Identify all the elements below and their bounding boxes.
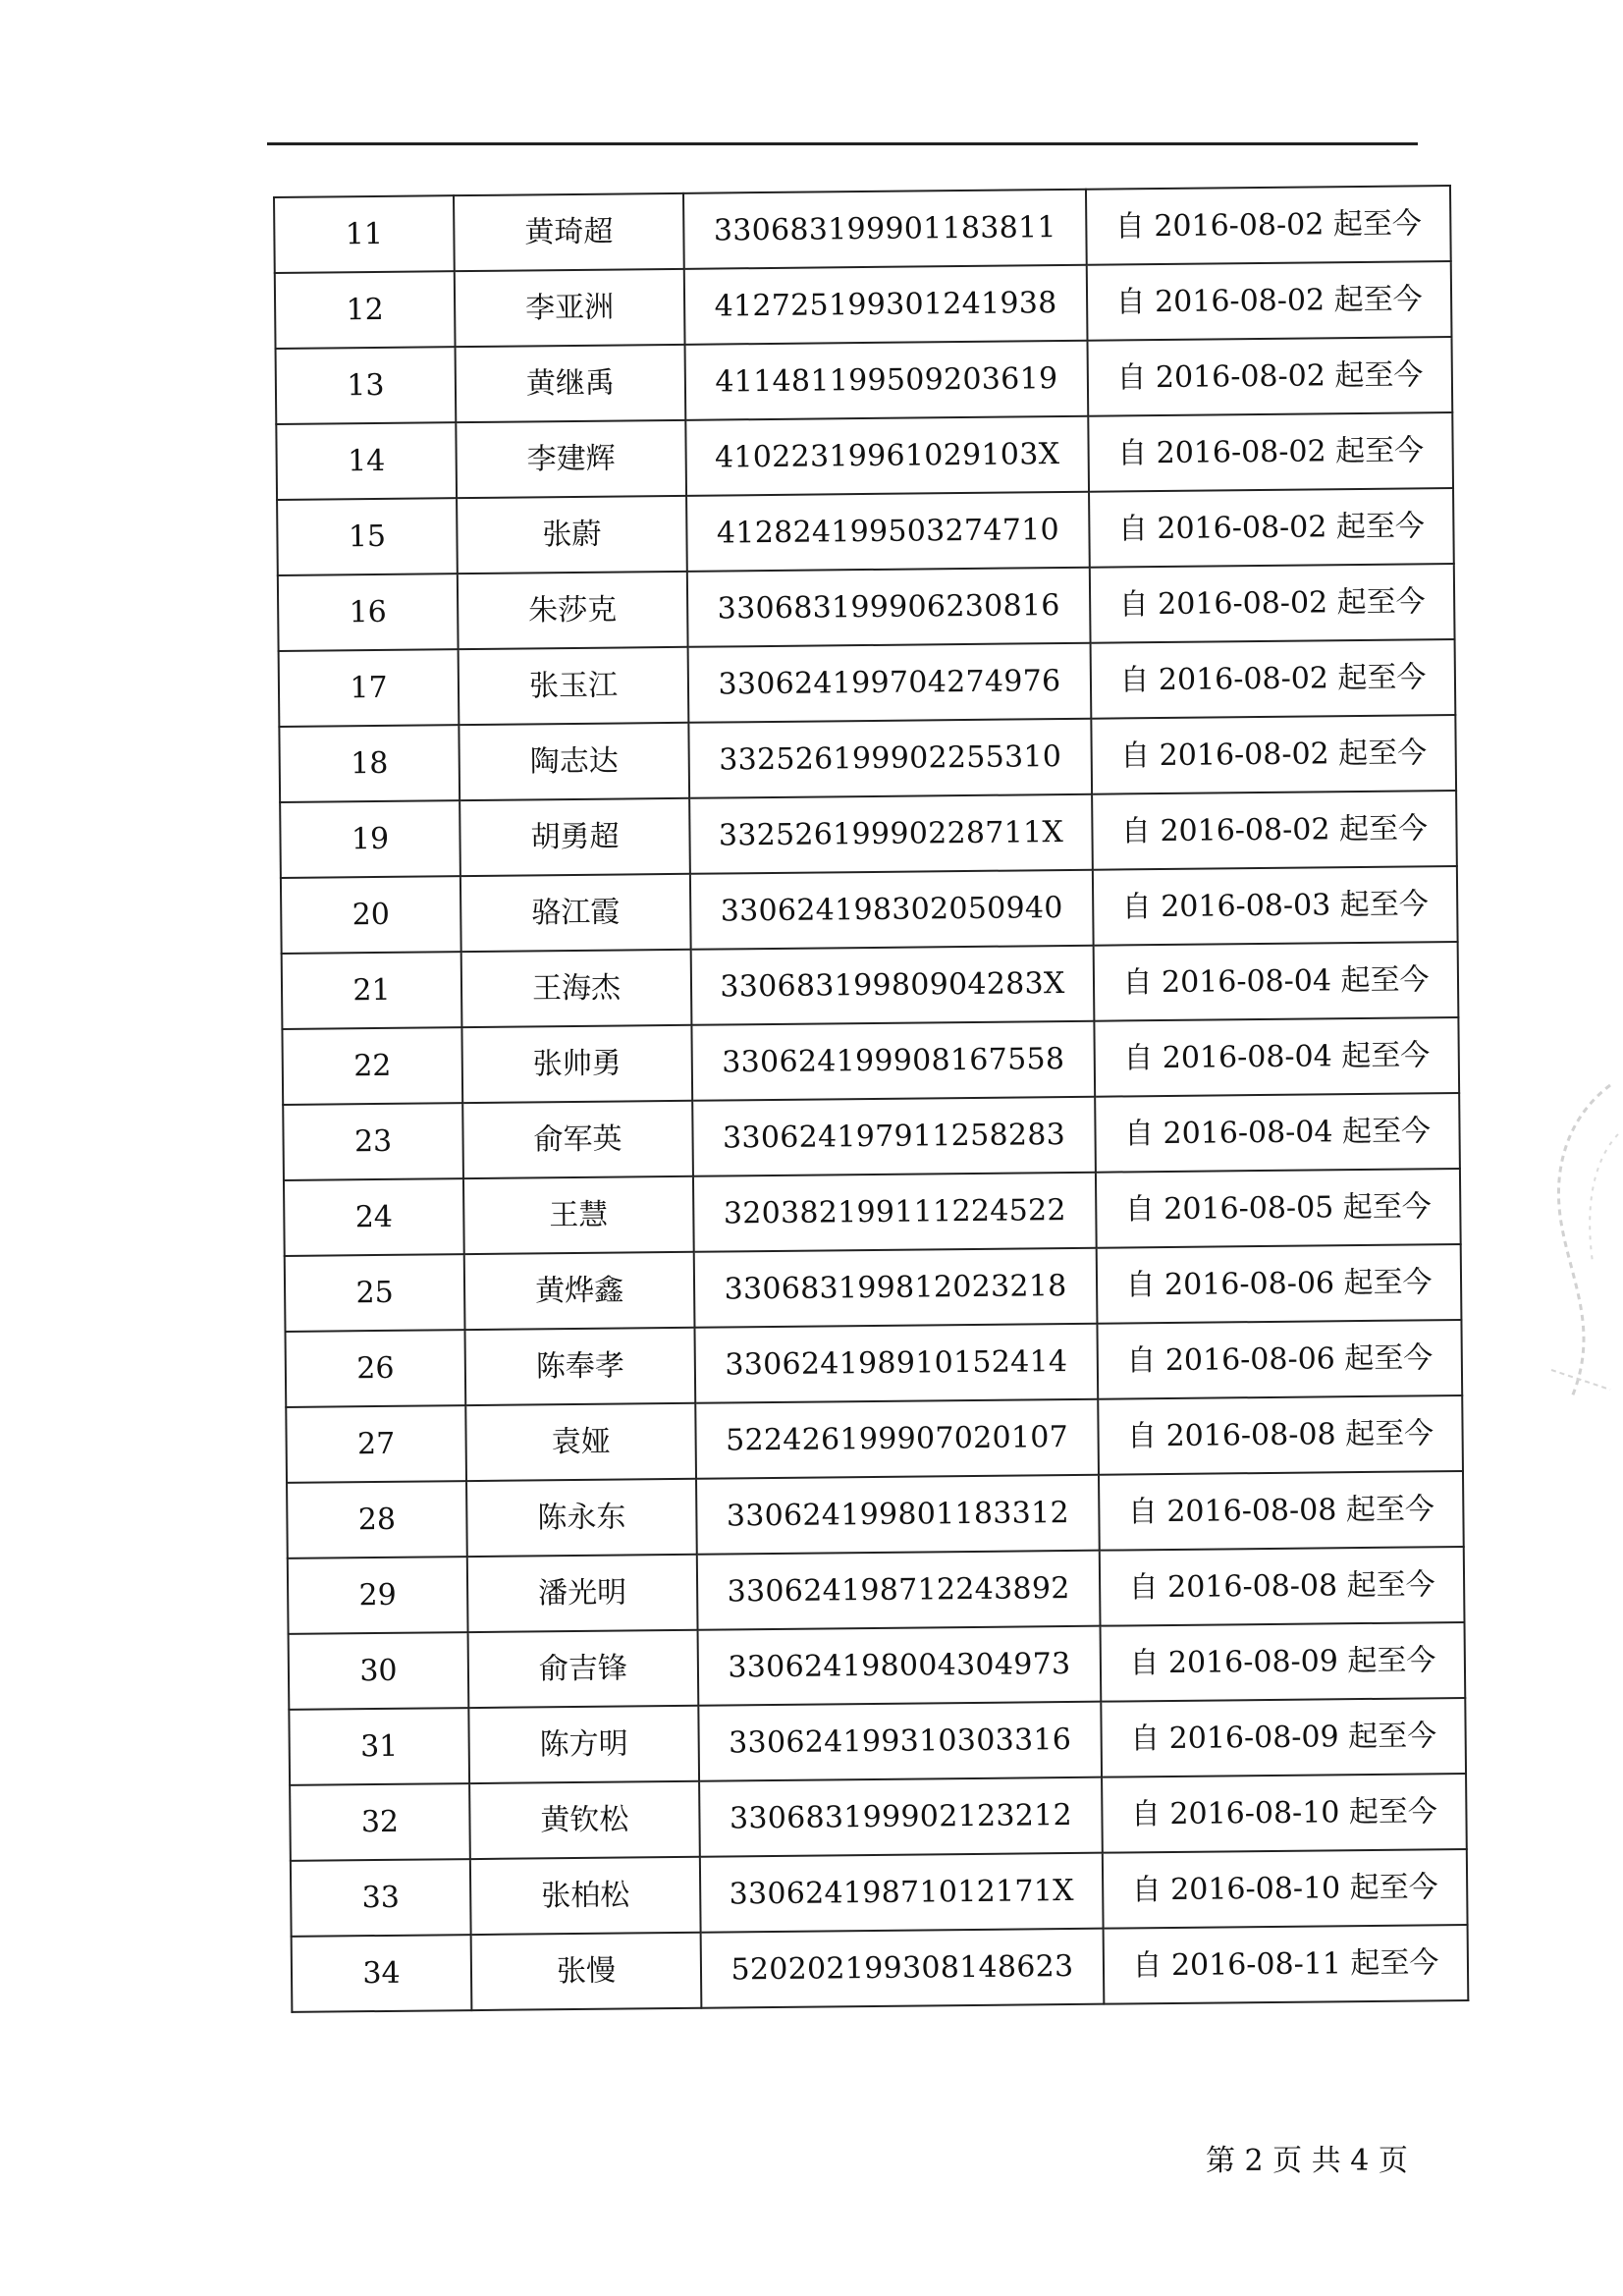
person-name: 陈方明: [468, 1706, 699, 1783]
employment-period: 自 2016-08-09 起至今: [1101, 1698, 1466, 1777]
person-name: 朱莎克: [458, 572, 688, 649]
employment-period: 自 2016-08-02 起至今: [1088, 412, 1453, 492]
row-number: 32: [290, 1783, 470, 1861]
person-name: 黄烨鑫: [464, 1252, 695, 1330]
header-rule: [267, 142, 1418, 145]
id-number: 412725199301241938: [684, 265, 1088, 345]
roster-table: [273, 185, 1469, 2013]
row-number: 12: [275, 271, 456, 349]
employment-period: 自 2016-08-02 起至今: [1086, 186, 1451, 265]
employment-period: 自 2016-08-06 起至今: [1097, 1244, 1462, 1324]
id-number: 330624199801183312: [696, 1475, 1100, 1555]
table-row: [281, 866, 1458, 954]
id-number: 330624197911258283: [692, 1097, 1096, 1176]
row-number: 22: [282, 1027, 462, 1105]
id-number: 330624198712243892: [697, 1551, 1101, 1630]
row-number: 11: [274, 195, 455, 273]
person-name: 黄钦松: [469, 1781, 700, 1859]
row-number: 18: [279, 725, 460, 802]
person-name: 胡勇超: [460, 798, 690, 876]
employment-period: 自 2016-08-11 起至今: [1104, 1925, 1469, 2004]
table-row: [276, 337, 1453, 424]
employment-period: 自 2016-08-08 起至今: [1099, 1471, 1464, 1551]
person-name: 张柏松: [470, 1857, 701, 1935]
person-name: 袁娅: [465, 1403, 696, 1481]
row-number: 16: [278, 574, 459, 651]
id-number: 320382199111224522: [693, 1173, 1097, 1252]
table-row: [274, 186, 1451, 273]
id-number: 522426199907020107: [695, 1399, 1099, 1479]
id-number: 330683199901183811: [683, 190, 1087, 269]
row-number: 33: [291, 1859, 471, 1937]
person-name: 张蔚: [457, 496, 687, 574]
id-number: 33068319980904283X: [691, 946, 1095, 1025]
row-number: 26: [286, 1330, 466, 1407]
row-number: 14: [276, 422, 457, 500]
id-number: 520202199308148623: [701, 1929, 1105, 2008]
table-row: [278, 564, 1455, 651]
person-name: 黄琦超: [454, 193, 684, 271]
id-number: 411481199509203619: [685, 341, 1089, 420]
row-number: 34: [292, 1935, 472, 2012]
employment-period: 自 2016-08-08 起至今: [1098, 1395, 1463, 1475]
row-number: 15: [277, 498, 458, 575]
person-name: 王海杰: [461, 950, 692, 1027]
table-row: [279, 639, 1456, 727]
employment-period: 自 2016-08-02 起至今: [1089, 488, 1454, 568]
table-row: [282, 1017, 1459, 1105]
person-name: 陈奉孝: [464, 1328, 695, 1405]
id-number: 330624198910152414: [694, 1324, 1098, 1403]
row-number: 30: [289, 1632, 469, 1710]
table-row: [286, 1320, 1463, 1407]
table-row: [280, 791, 1457, 878]
employment-period: 自 2016-08-02 起至今: [1090, 564, 1455, 643]
table-row: [284, 1169, 1461, 1256]
row-number: 25: [285, 1254, 465, 1332]
id-number: 330624199908167558: [691, 1021, 1095, 1101]
person-name: 俞军英: [462, 1101, 693, 1178]
person-name: 骆江霞: [460, 874, 691, 952]
table-row: [285, 1244, 1462, 1332]
employment-period: 自 2016-08-02 起至今: [1087, 261, 1452, 341]
id-number: 330683199812023218: [694, 1248, 1098, 1328]
table-row: [290, 1774, 1467, 1861]
person-name: 张玉江: [459, 647, 689, 725]
id-number: 330624198302050940: [690, 870, 1094, 950]
person-name: 俞吉锋: [468, 1630, 699, 1708]
person-name: 李建辉: [456, 420, 686, 498]
table-row: [288, 1547, 1465, 1634]
table-row: [277, 488, 1454, 575]
id-number: 33252619990228711X: [689, 794, 1093, 874]
id-number: 330624199310303316: [698, 1702, 1102, 1781]
table-row: [292, 1925, 1469, 2012]
id-number: 412824199503274710: [686, 492, 1090, 572]
table-row: [289, 1622, 1466, 1710]
employment-period: 自 2016-08-09 起至今: [1101, 1622, 1466, 1702]
person-name: 潘光明: [467, 1555, 698, 1632]
table-row: [282, 942, 1459, 1029]
employment-period: 自 2016-08-04 起至今: [1094, 942, 1459, 1021]
id-number: 33062419871012171X: [700, 1853, 1104, 1933]
table-row: [275, 261, 1452, 349]
person-name: 张帅勇: [461, 1025, 692, 1103]
row-number: 28: [287, 1481, 467, 1558]
table-row: [283, 1093, 1460, 1180]
table-row: [276, 412, 1453, 500]
employment-period: 自 2016-08-10 起至今: [1102, 1774, 1467, 1853]
row-number: 31: [289, 1708, 469, 1785]
id-number: 330624198004304973: [698, 1626, 1102, 1706]
id-number: 330683199906230816: [687, 568, 1091, 647]
row-number: 13: [276, 347, 457, 424]
employment-period: 自 2016-08-10 起至今: [1103, 1849, 1468, 1929]
table-row: [286, 1395, 1463, 1483]
row-number: 23: [283, 1103, 463, 1180]
employment-period: 自 2016-08-02 起至今: [1092, 791, 1457, 870]
row-number: 17: [279, 649, 460, 727]
id-number: 41022319961029103X: [685, 416, 1089, 496]
person-name: 张慢: [471, 1933, 702, 2010]
row-number: 27: [286, 1405, 466, 1483]
row-number: 24: [284, 1178, 464, 1256]
employment-period: 自 2016-08-05 起至今: [1096, 1169, 1461, 1248]
person-name: 陶志达: [459, 723, 689, 800]
partial-seal-stamp: [1532, 1075, 1620, 1409]
employment-period: 自 2016-08-08 起至今: [1100, 1547, 1465, 1626]
id-number: 332526199902255310: [688, 719, 1092, 798]
employment-period: 自 2016-08-06 起至今: [1097, 1320, 1462, 1399]
employment-period: 自 2016-08-03 起至今: [1093, 866, 1458, 946]
row-number: 20: [281, 876, 461, 954]
table-row: [289, 1698, 1466, 1785]
employment-period: 自 2016-08-02 起至今: [1088, 337, 1453, 416]
table-row: [279, 715, 1456, 802]
id-number: 330624199704274976: [688, 643, 1092, 723]
table-row: [291, 1849, 1468, 1937]
row-number: 29: [288, 1557, 468, 1634]
roster-table-body: [274, 186, 1468, 2012]
employment-period: 自 2016-08-02 起至今: [1091, 715, 1456, 794]
person-name: 李亚洲: [455, 269, 685, 347]
table-row: [287, 1471, 1464, 1558]
page-footer: 第 2 页 共 4 页: [1206, 2144, 1408, 2178]
roster-table-wrapper: [273, 185, 1467, 2013]
employment-period: 自 2016-08-04 起至今: [1095, 1093, 1460, 1173]
id-number: 330683199902123212: [699, 1777, 1103, 1857]
row-number: 19: [280, 800, 460, 878]
person-name: 黄继禹: [456, 345, 686, 422]
employment-period: 自 2016-08-04 起至今: [1094, 1017, 1459, 1097]
person-name: 陈永东: [466, 1479, 697, 1557]
person-name: 王慧: [463, 1176, 694, 1254]
employment-period: 自 2016-08-02 起至今: [1091, 639, 1456, 719]
row-number: 21: [282, 952, 462, 1029]
